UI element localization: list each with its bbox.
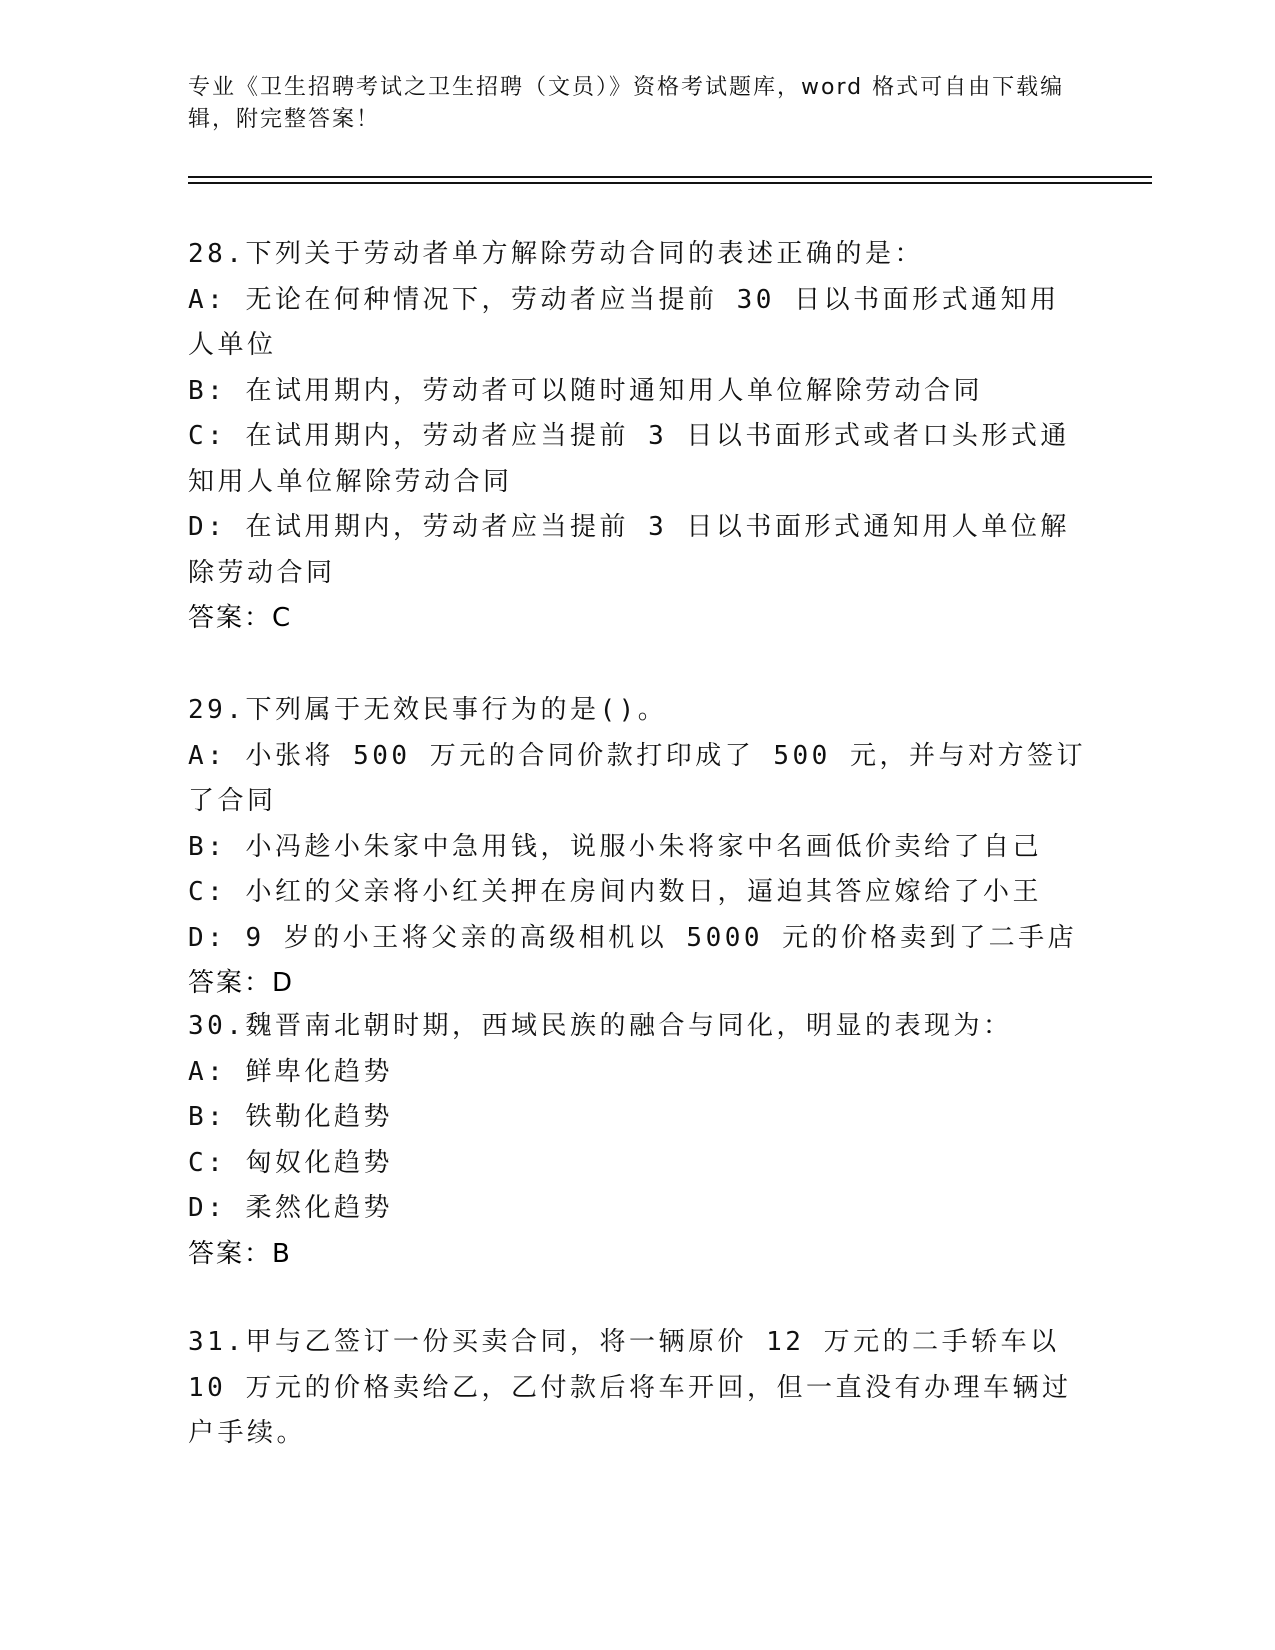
header-rule-bottom	[188, 182, 1152, 184]
option-a: A: 鲜卑化趋势	[188, 1056, 393, 1087]
option-b: B: 在试用期内，劳动者可以随时通知用人单位解除劳动合同	[188, 375, 983, 406]
question-stem: 30.魏晋南北朝时期，西域民族的融合与同化，明显的表现为：	[188, 1011, 1013, 1041]
option-a: A: 无论在何种情况下，劳动者应当提前 30 日以书面形式通知用人单位	[188, 284, 1060, 360]
question-31	[188, 1320, 1088, 1457]
question-stem: 31.甲与乙签订一份买卖合同，将一辆原价 12 万元的二手轿车以 10 万元的价格卖给乙，乙付款后将车开回，但一直没有办理车辆过户手续。	[188, 1327, 1072, 1448]
question-30	[188, 1004, 1088, 1277]
option-c: C: 小红的父亲将小红关押在房间内数日，逼迫其答应嫁给了小王	[188, 877, 1042, 907]
document-header: 专业《卫生招聘考试之卫生招聘（文员）》资格考试题库，word 格式可自由下载编辑，附完整答案！	[188, 75, 1065, 132]
answer-label: 答案：C	[188, 603, 293, 633]
option-d: D: 在试用期内，劳动者应当提前 3 日以书面形式通知用人单位解除劳动合同	[188, 512, 1070, 588]
answer-label: 答案：B	[188, 1238, 292, 1269]
answer-label: 答案：D	[188, 968, 295, 998]
question-29	[188, 688, 1088, 1007]
option-b: B: 铁勒化趋势	[188, 1102, 393, 1132]
question-28	[188, 232, 1088, 642]
option-c: C: 在试用期内，劳动者应当提前 3 日以书面形式或者口头形式通知用人单位解除劳动合同	[188, 421, 1070, 497]
option-b: B: 小冯趁小朱家中急用钱，说服小朱将家中名画低价卖给了自己	[188, 831, 1042, 862]
header-rule-top	[188, 176, 1152, 178]
option-d: D: 9 岁的小王将父亲的高级相机以 5000 元的价格卖到了二手店	[188, 922, 1078, 953]
question-stem: 28.下列关于劳动者单方解除劳动合同的表述正确的是：	[188, 239, 924, 269]
option-d: D: 柔然化趋势	[188, 1193, 393, 1223]
option-c: C: 匈奴化趋势	[188, 1147, 393, 1178]
question-stem: 29.下列属于无效民事行为的是()。	[188, 695, 668, 725]
option-a: A: 小张将 500 万元的合同价款打印成了 500 元，并与对方签订了合同	[188, 740, 1086, 816]
